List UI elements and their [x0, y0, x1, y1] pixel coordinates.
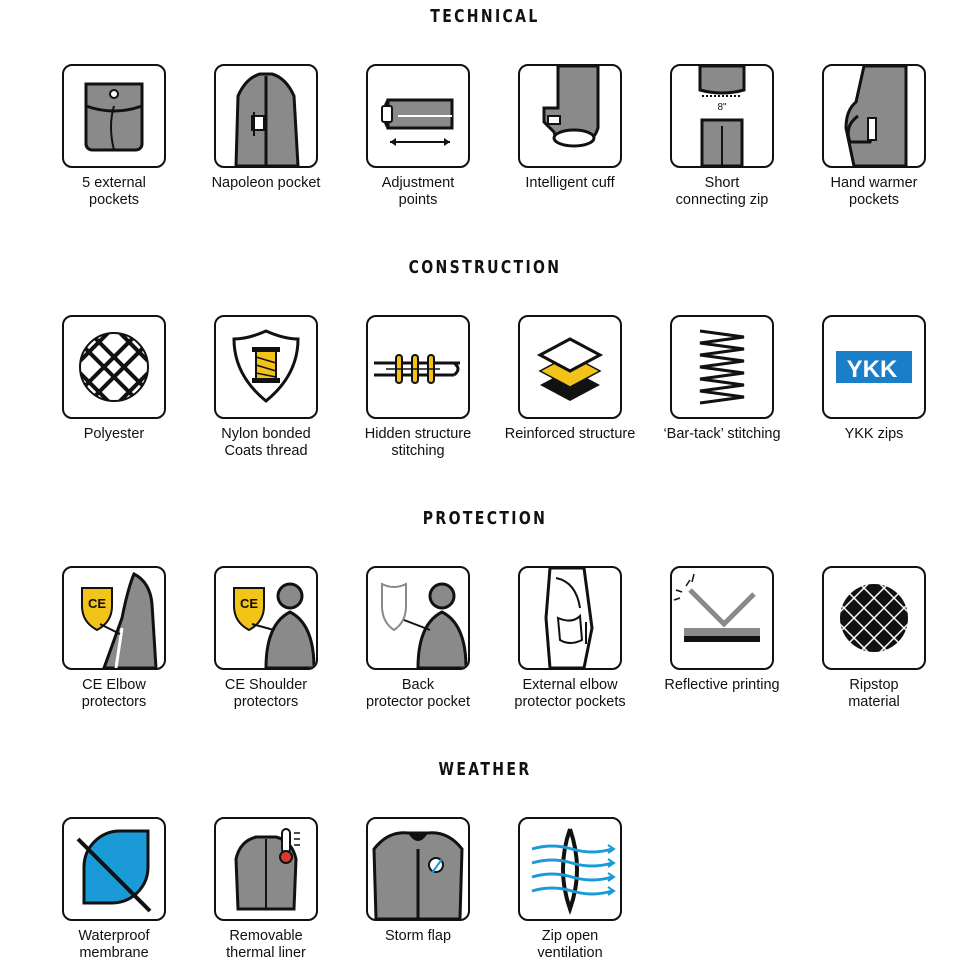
bar-tack-icon — [670, 315, 774, 419]
reflective-icon — [670, 566, 774, 670]
adjustment-icon — [366, 64, 470, 168]
feature-label: YKK zips — [844, 426, 904, 442]
feature-label: 5 external pockets — [82, 175, 146, 208]
feature-label: Hand warmer pockets — [830, 175, 918, 208]
feature-label: Hidden structure stitching — [364, 426, 472, 459]
feature-label: Zip open ventilation — [537, 928, 603, 961]
back-protector-icon — [366, 566, 470, 670]
feature-label: Reflective printing — [664, 677, 780, 693]
napoleon-pocket-icon — [214, 64, 318, 168]
ce-shoulder-icon — [214, 566, 318, 670]
polyester-mesh-icon — [62, 315, 166, 419]
connecting-zip-icon — [670, 64, 774, 168]
section-title-construction: CONSTRUCTION — [408, 257, 562, 278]
feature-label: Intelligent cuff — [525, 175, 615, 191]
section-title-weather: WEATHER — [438, 759, 532, 780]
feature-label: Storm flap — [384, 928, 452, 944]
hand-warmer-icon — [822, 64, 926, 168]
ce-mark-text: CE — [239, 596, 259, 611]
external-elbow-icon — [518, 566, 622, 670]
ykk-logo-icon — [822, 315, 926, 419]
ykk-logo-text: YKK — [846, 356, 898, 383]
ripstop-icon — [822, 566, 926, 670]
feature-label: Short connecting zip — [675, 175, 769, 208]
cuff-icon — [518, 64, 622, 168]
zip-length-text: 8" — [717, 102, 727, 113]
waterproof-icon — [62, 817, 166, 921]
hidden-stitch-icon — [366, 315, 470, 419]
pocket-icon — [62, 64, 166, 168]
feature-label: Adjustment points — [381, 175, 455, 208]
ce-mark-text: CE — [87, 596, 107, 611]
feature-label: Napoleon pocket — [211, 175, 321, 191]
feature-label: Waterproof membrane — [78, 928, 150, 961]
feature-label: Nylon bonded Coats thread — [221, 426, 311, 459]
thermal-liner-icon — [214, 817, 318, 921]
ce-elbow-icon — [62, 566, 166, 670]
feature-label: ‘Bar-tack’ stitching — [663, 426, 781, 442]
feature-label: Polyester — [83, 426, 145, 442]
feature-label: Removable thermal liner — [226, 928, 306, 961]
section-title-technical: TECHNICAL — [430, 6, 540, 27]
ventilation-icon — [518, 817, 622, 921]
feature-label: CE Elbow protectors — [81, 677, 147, 710]
feature-label: Ripstop material — [848, 677, 900, 710]
storm-flap-icon — [366, 817, 470, 921]
layers-icon — [518, 315, 622, 419]
feature-label: External elbow protector pockets — [514, 677, 626, 710]
section-title-protection: PROTECTION — [422, 508, 548, 529]
feature-label: CE Shoulder protectors — [224, 677, 308, 710]
feature-label: Reinforced structure — [504, 426, 636, 442]
feature-label: Back protector pocket — [366, 677, 470, 710]
thread-shield-icon — [214, 315, 318, 419]
